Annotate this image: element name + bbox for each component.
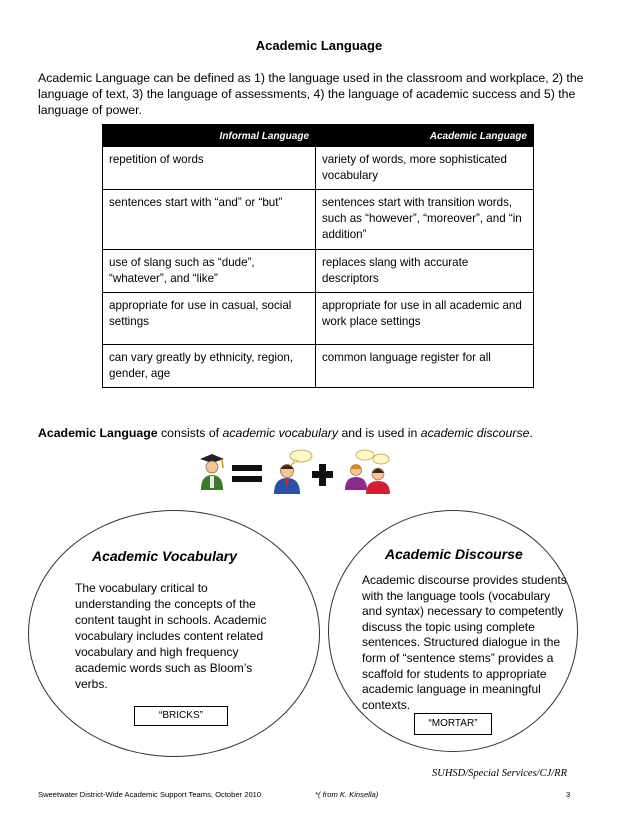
- table-cell: sentences start with transition words, such as “however”, “moreover”, and “in addition”: [316, 190, 534, 250]
- table-cell: appropriate for use in all academic and work place settings: [316, 293, 534, 345]
- table-cell: common language register for all: [316, 345, 534, 388]
- equation-illustration: [198, 448, 414, 496]
- academic-discourse-term: academic discourse: [420, 426, 530, 440]
- plus-icon: [312, 464, 333, 486]
- academic-vocabulary-term: academic vocabulary: [222, 426, 339, 440]
- table-row: [103, 190, 534, 250]
- table-row: [103, 250, 534, 293]
- consists-sentence: [38, 426, 533, 440]
- page-title: Academic Language: [255, 38, 383, 53]
- table-row: [103, 293, 534, 345]
- header-academic: Academic Language: [316, 125, 534, 147]
- table-cell: appropriate for use in casual, social settings: [103, 293, 316, 345]
- header-informal: Informal Language: [103, 125, 316, 147]
- graduate-icon: [200, 454, 224, 490]
- footer-source: *( from K. Kinsella): [315, 790, 379, 799]
- table-row: [103, 345, 534, 388]
- consists-end: .: [529, 426, 533, 440]
- discourse-text: Academic discourse provides students with the language tools (vocabulary and syntax) necessary to competently discuss the topic using complete sentences. Structured dialogue in the form of “sentence stems” provides a scaffold for students to appropriate academic language in meaningful contexts.: [362, 573, 567, 712]
- bricks-label: “BRICKS”: [134, 706, 228, 726]
- mortar-label: “MORTAR”: [414, 713, 492, 735]
- academic-language-term: Academic Language: [38, 426, 158, 440]
- vocabulary-title: Academic Vocabulary: [92, 548, 237, 564]
- discussion-pair-icon: [345, 450, 390, 494]
- consists-part2: and is used in: [338, 426, 421, 440]
- consists-part1: consists of: [157, 426, 223, 440]
- equals-icon: [232, 465, 262, 482]
- vocabulary-text: The vocabulary critical to understanding the concepts of the content taught in schools. Academic vocabulary includes content related vocabulary and high frequency academic words such as Bloom’s verbs.: [75, 581, 267, 691]
- credit-line: SUHSD/Special Services/CJ/RR: [432, 768, 568, 779]
- table-cell: repetition of words: [103, 147, 316, 190]
- speaker-icon: [274, 450, 312, 494]
- table-row: [103, 147, 534, 190]
- comparison-table: [102, 124, 534, 388]
- table-cell: variety of words, more sophisticated vocabulary: [316, 147, 534, 190]
- intro-paragraph: Academic Language can be defined as 1) the language used in the classroom and workplace, 2) the language of text, 3) the language of assessments, 4) the language of academic success and 5) the language of power.: [38, 71, 584, 117]
- discourse-title: Academic Discourse: [385, 546, 523, 562]
- table-cell: can vary greatly by ethnicity, region, gender, age: [103, 345, 316, 388]
- footer-left: Sweetwater District-Wide Academic Support Teams, October 2010: [38, 790, 262, 799]
- page-number: 3: [566, 790, 571, 799]
- table-cell: use of slang such as “dude”, “whatever”, and “like”: [103, 250, 316, 293]
- table-cell: sentences start with “and” or “but”: [103, 190, 316, 250]
- table-cell: replaces slang with accurate descriptors: [316, 250, 534, 293]
